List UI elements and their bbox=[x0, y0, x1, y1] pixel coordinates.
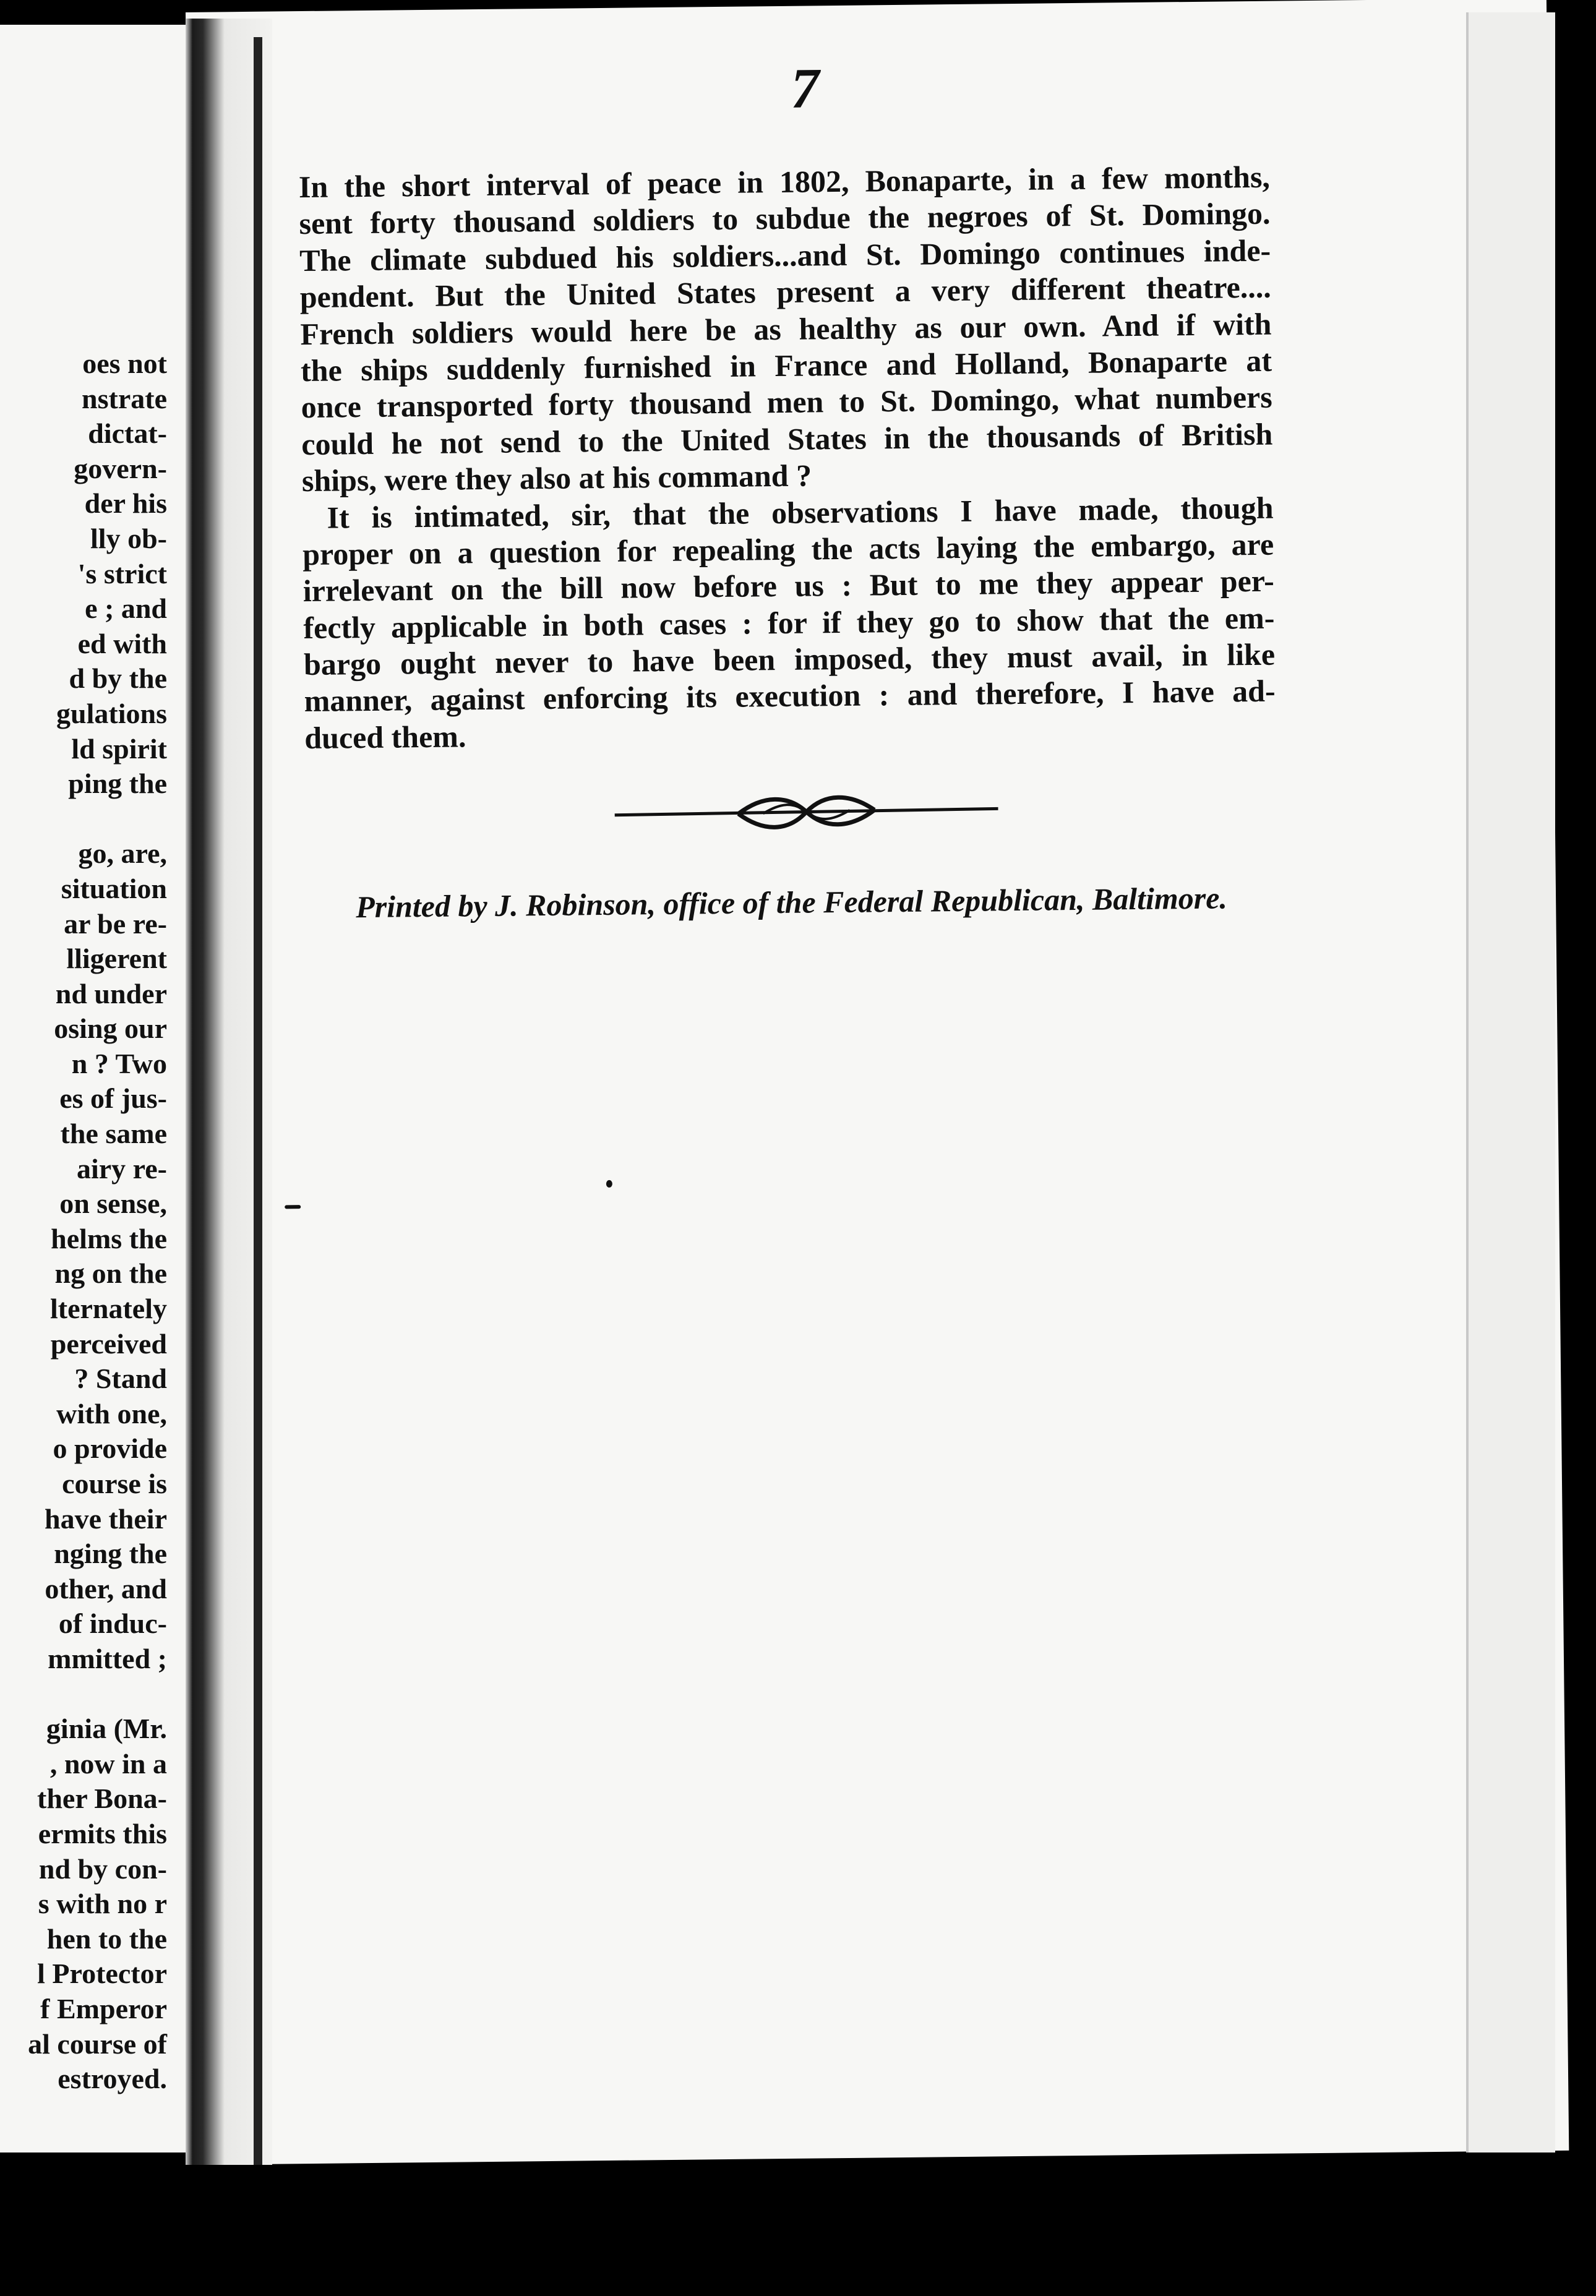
text-line: ships, were they also at his command ? bbox=[301, 458, 812, 499]
left-page-line: ? Stand bbox=[74, 1363, 167, 1395]
body-text bbox=[299, 159, 1276, 757]
left-page-line: ginia (Mr. bbox=[46, 1713, 167, 1745]
left-page-line: s with no r bbox=[38, 1888, 167, 1920]
left-page-line: other, and bbox=[45, 1572, 167, 1604]
left-page-line: dictat- bbox=[88, 418, 167, 450]
left-page-line: airy re- bbox=[76, 1152, 167, 1184]
left-page-line: der his bbox=[84, 487, 167, 520]
main-page bbox=[186, 0, 1569, 2165]
text-line: duced them. bbox=[304, 719, 466, 755]
left-page-line: perceived bbox=[50, 1327, 167, 1360]
left-page-line: lly ob- bbox=[90, 522, 167, 554]
left-page-line: gulations bbox=[56, 697, 167, 729]
left-page-line: f Emperor bbox=[40, 1992, 167, 2024]
left-page-line: ld spirit bbox=[71, 732, 167, 765]
left-page-line: helms the bbox=[51, 1222, 167, 1254]
left-page-line: o provide bbox=[53, 1433, 167, 1465]
left-page-line: course is bbox=[62, 1468, 167, 1499]
text-line: could he not send to the United States in the thousands of British bbox=[301, 416, 1273, 461]
text-line: once transported forty thousand men to St. Domingo, what numbers bbox=[301, 379, 1272, 425]
left-page-line: ermits this bbox=[38, 1817, 167, 1849]
left-page-line: with one, bbox=[56, 1397, 167, 1429]
text-line: It is intimated, sir, that the observations I have made, though bbox=[327, 490, 1274, 535]
left-page-line: d by the bbox=[69, 662, 167, 695]
left-page-line: ed with bbox=[77, 627, 167, 659]
left-page-line: ar be re- bbox=[64, 907, 167, 940]
text-line: pendent. But the United States present a very different theatre.... bbox=[299, 269, 1272, 315]
left-page-line: govern- bbox=[74, 452, 167, 484]
left-page-line: , now in a bbox=[49, 1747, 167, 1780]
left-page-text bbox=[0, 346, 167, 2097]
left-page-line: 's strict bbox=[77, 557, 167, 589]
left-page-line: al course of bbox=[28, 2028, 167, 2060]
left-page-line: of induc- bbox=[58, 1608, 167, 1640]
left-page-line: ping the bbox=[68, 768, 167, 800]
text-line: sent forty thousand soldiers to subdue the negroes of St. Domingo. bbox=[299, 196, 1271, 241]
left-page-line: situation bbox=[61, 872, 167, 904]
text-line: bargo ought never to have been imposed, they must avail, in like bbox=[303, 636, 1276, 682]
gutter-shadow bbox=[254, 37, 262, 2165]
left-page-line: ng on the bbox=[54, 1257, 167, 1290]
text-line: fectly applicable in both cases : for if they go to show that the em- bbox=[303, 600, 1275, 645]
left-page-line: ther Bona- bbox=[37, 1783, 167, 1815]
text-line: irrelevant on the bill now before us : But to me they appear per- bbox=[302, 563, 1275, 609]
left-page-line: the same bbox=[60, 1118, 167, 1150]
left-page-line: nstrate bbox=[82, 382, 167, 414]
left-page-line: nging the bbox=[54, 1538, 167, 1570]
left-page-line: hen to the bbox=[46, 1922, 167, 1955]
left-facing-page bbox=[0, 25, 186, 2152]
text-line: proper on a question for repealing the acts laying the embargo, are bbox=[302, 526, 1274, 572]
printer-imprint: Printed by J. Robinson, office of the Federal Republican, Baltimore. bbox=[355, 880, 1228, 925]
text-line: the ships suddenly furnished in France and Holland, Bonaparte at bbox=[300, 343, 1272, 388]
left-page-line: go, are, bbox=[78, 837, 167, 870]
ink-speck bbox=[606, 1180, 612, 1188]
text-line: French soldiers would here be as healthy as our own. And if with bbox=[300, 306, 1272, 351]
page-number: 7 bbox=[790, 56, 820, 120]
ink-speck bbox=[285, 1205, 301, 1209]
left-page-line: mmitted ; bbox=[48, 1642, 167, 1674]
left-page-line: lternately bbox=[49, 1293, 167, 1325]
left-page-line: oes not bbox=[82, 348, 167, 379]
text-line: manner, against enforcing its execution : and therefore, I have ad- bbox=[304, 674, 1276, 719]
left-page-line bbox=[0, 1677, 167, 1712]
left-page-line: e ; and bbox=[85, 593, 167, 625]
text-line: In the short interval of peace in 1802, Bonaparte, in a few months, bbox=[298, 159, 1271, 205]
left-page-line: on sense, bbox=[59, 1188, 167, 1220]
left-page-line: n ? Two bbox=[71, 1047, 167, 1079]
left-page-line: l Protector bbox=[37, 1958, 167, 1990]
left-page-line: osing our bbox=[54, 1013, 167, 1045]
left-page-line: nd by con- bbox=[38, 1853, 167, 1885]
right-page-edge bbox=[1466, 12, 1555, 2152]
left-page-line: es of jus- bbox=[59, 1082, 167, 1115]
left-page-line: have their bbox=[44, 1502, 167, 1535]
text-line: The climate subdued his soldiers...and St. Domingo continues inde- bbox=[299, 233, 1271, 278]
left-page-line: estroyed. bbox=[58, 2063, 167, 2095]
ornamental-rule bbox=[614, 786, 998, 839]
left-page-line bbox=[0, 802, 167, 837]
left-page-line: nd under bbox=[55, 977, 167, 1009]
left-page-line: lligerent bbox=[66, 943, 167, 975]
